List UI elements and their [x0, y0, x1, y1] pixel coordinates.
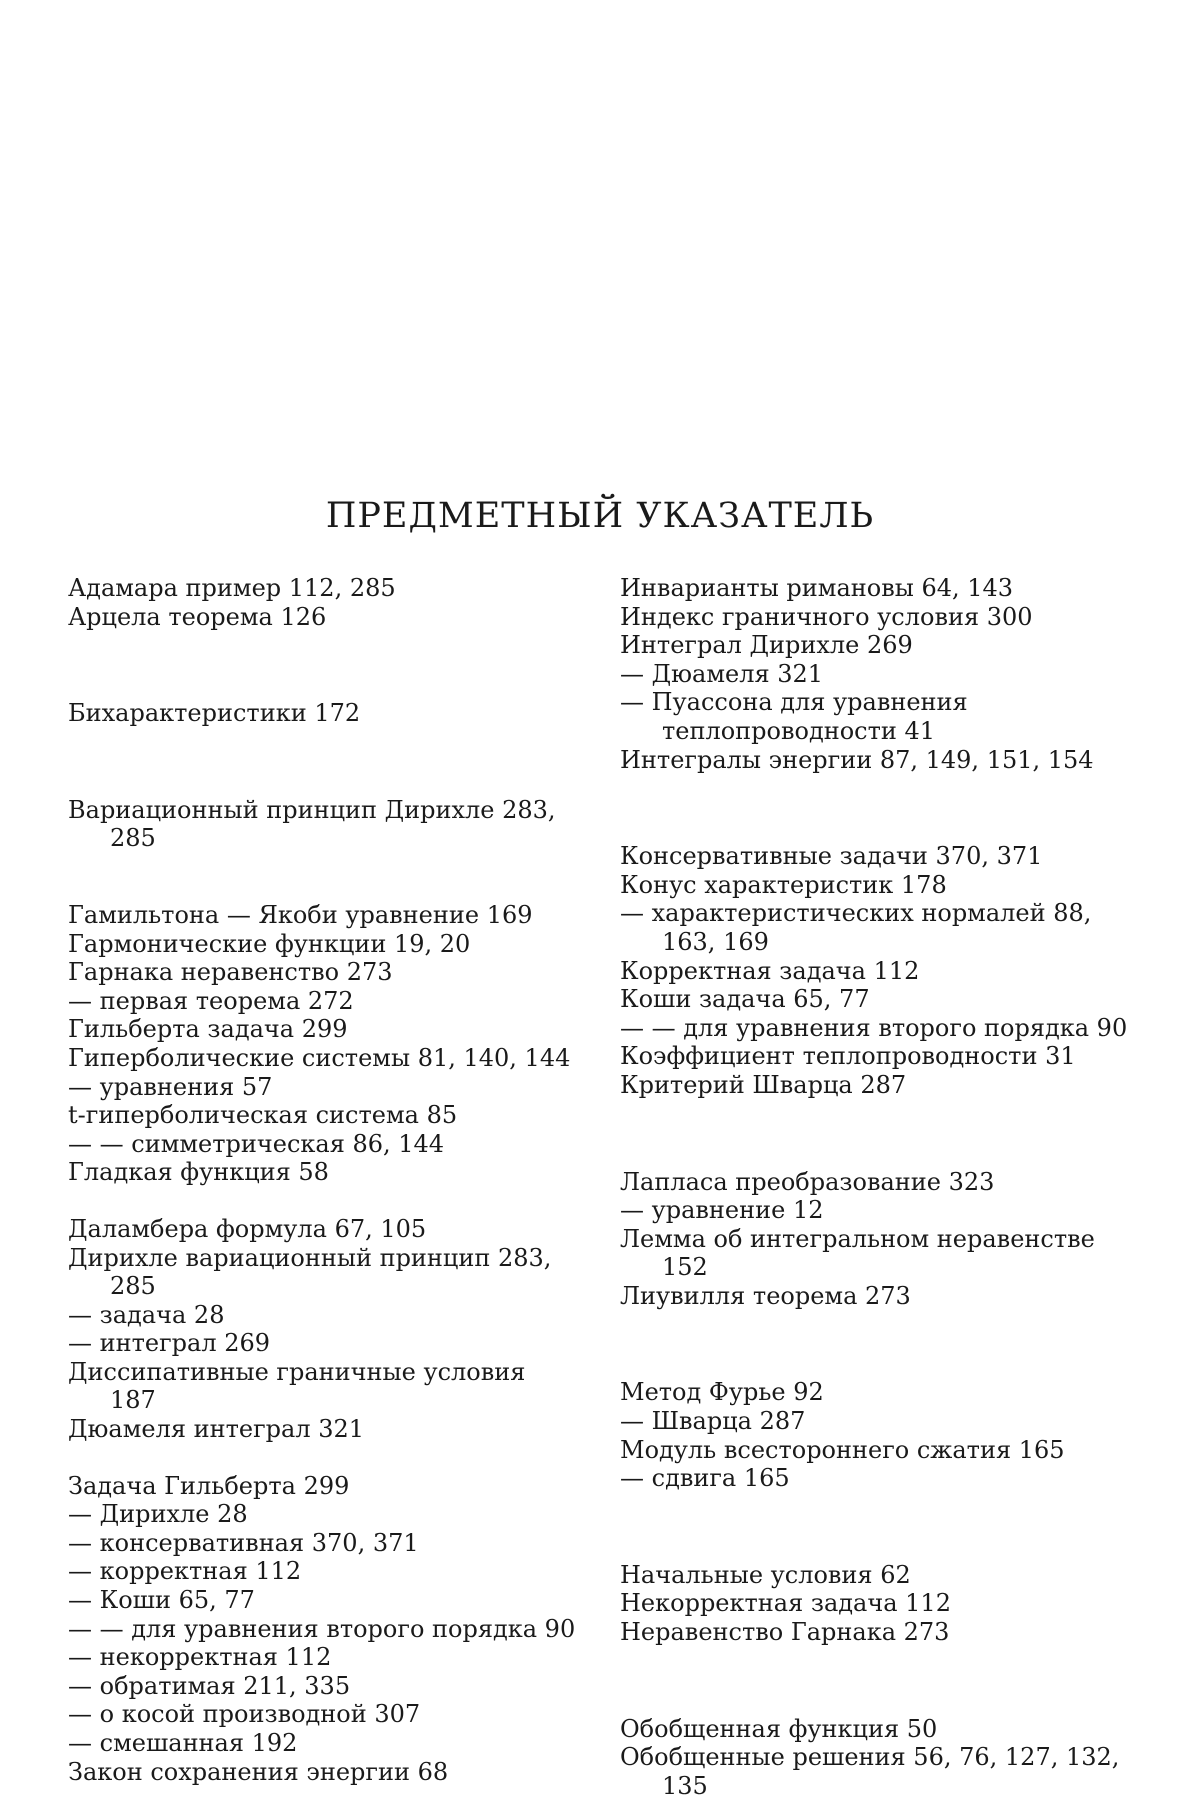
index-entry: — обратимая 211, 335 — [68, 1671, 351, 1700]
index-section-a — [68, 574, 578, 631]
index-entry: Лапласа преобразование 323 — [620, 1167, 995, 1196]
index-entry: Метод Фурье 92 — [620, 1378, 824, 1407]
index-entry: Гладкая функция 58 — [68, 1158, 329, 1187]
index-entry: Критерий Шварца 287 — [620, 1070, 907, 1099]
index-entry: Коши задача 65, 77 — [620, 985, 870, 1014]
index-entry: Дирихле вариационный принцип 283, 285 — [68, 1243, 552, 1301]
index-entry: Корректная задача 112 — [620, 956, 920, 985]
index-entry: Арцела теорема 126 — [68, 602, 327, 631]
index-entry: — задача 28 — [68, 1300, 225, 1329]
index-entry: Лиувилля теорема 273 — [620, 1281, 911, 1310]
index-entry: Закон сохранения энергии 68 — [68, 1757, 449, 1786]
index-entry: — Шварца 287 — [620, 1407, 806, 1436]
index-section-b — [68, 699, 578, 728]
index-entry: Гиперболические системы 81, 140, 144 — [68, 1043, 571, 1072]
index-entry: Адамара пример 112, 285 — [68, 574, 396, 602]
index-entry: — — для уравнения второго порядка 90 — [68, 1614, 576, 1643]
page-title: ПРЕДМЕТНЫЙ УКАЗАТЕЛЬ — [325, 496, 875, 536]
index-column-right — [620, 574, 1130, 1800]
index-entry: Диссипативные граничные условия 187 — [68, 1357, 526, 1415]
index-entry: Гильберта задача 299 — [68, 1015, 348, 1044]
index-section-o — [620, 1715, 1130, 1800]
index-entry: Даламбера формула 67, 105 — [68, 1214, 427, 1243]
index-entry: Гамильтона — Якоби уравнение 169 — [68, 900, 533, 929]
index-entry: — смешанная 192 — [68, 1729, 298, 1757]
index-section-m — [620, 1378, 1130, 1492]
index-section-d — [68, 1215, 578, 1444]
index-entry: t-гиперболическая система 85 — [68, 1101, 458, 1130]
index-entry: — характеристических нормалей 88, 163, 169 — [620, 899, 1092, 956]
index-section-g — [68, 901, 578, 1187]
index-entry: Некорректная задача 112 — [620, 1589, 951, 1618]
index-entry: — некорректная 112 — [68, 1643, 332, 1672]
index-entry: Бихарактеристики 172 — [68, 699, 361, 728]
index-entry: Лемма об интегральном неравенстве 152 — [620, 1224, 1095, 1282]
index-entry: Индекс граничного условия 300 — [620, 602, 1033, 631]
index-entry: — Дюамеля 321 — [620, 659, 824, 688]
index-entry: Гармонические функции 19, 20 — [68, 929, 471, 958]
index-entry: Модуль всестороннего сжатия 165 — [620, 1435, 1065, 1464]
index-entry: — интеграл 269 — [68, 1329, 271, 1358]
index-entry: Дюамеля интеграл 321 — [68, 1415, 365, 1444]
index-entry: Начальные условия 62 — [620, 1560, 911, 1589]
index-entry: — Коши 65, 77 — [68, 1586, 255, 1615]
index-entry: — Дирихле 28 — [68, 1500, 248, 1529]
index-section-n — [620, 1561, 1130, 1647]
index-column-left — [68, 574, 578, 1786]
index-section-v — [68, 796, 578, 853]
index-section-i — [620, 574, 1130, 774]
index-entry: — о косой производной 307 — [68, 1700, 421, 1729]
index-entry: Неравенство Гарнака 273 — [620, 1618, 950, 1647]
index-entry: Задача Гильберта 299 — [68, 1471, 350, 1500]
index-section-z — [68, 1472, 578, 1787]
index-entry: Обобщенные решения 56, 76, 127, 132, 135 — [620, 1743, 1120, 1800]
index-entry: Интегралы энергии 87, 149, 151, 154 — [620, 745, 1094, 774]
index-entry: Гарнака неравенство 273 — [68, 958, 393, 987]
index-entry: Обобщенная функция 50 — [620, 1714, 938, 1743]
index-entry: — уравнение 12 — [620, 1196, 824, 1225]
index-section-k — [620, 842, 1130, 1099]
index-entry: Консервативные задачи 370, 371 — [620, 842, 1043, 871]
index-entry: Вариационный принцип Дирихле 283, 285 — [68, 795, 556, 853]
index-section-l — [620, 1168, 1130, 1311]
index-entry: — корректная 112 — [68, 1557, 302, 1586]
index-entry: — первая теорема 272 — [68, 986, 354, 1015]
index-entry: Коэффициент теплопроводности 31 — [620, 1042, 1076, 1071]
index-entry: Конус характеристик 178 — [620, 870, 947, 899]
index-entry: — Пуассона для уравнения теплопроводности 41 — [620, 688, 968, 745]
index-entry: — — для уравнения второго порядка 90 — [620, 1013, 1128, 1042]
index-entry: Инварианты римановы 64, 143 — [620, 574, 1014, 602]
index-entry: — сдвига 165 — [620, 1464, 790, 1493]
index-entry: — — симметрическая 86, 144 — [68, 1129, 445, 1158]
index-entry: — уравнения 57 — [68, 1072, 273, 1101]
index-entry: Интеграл Дирихле 269 — [620, 631, 913, 660]
index-entry: — консервативная 370, 371 — [68, 1528, 419, 1557]
